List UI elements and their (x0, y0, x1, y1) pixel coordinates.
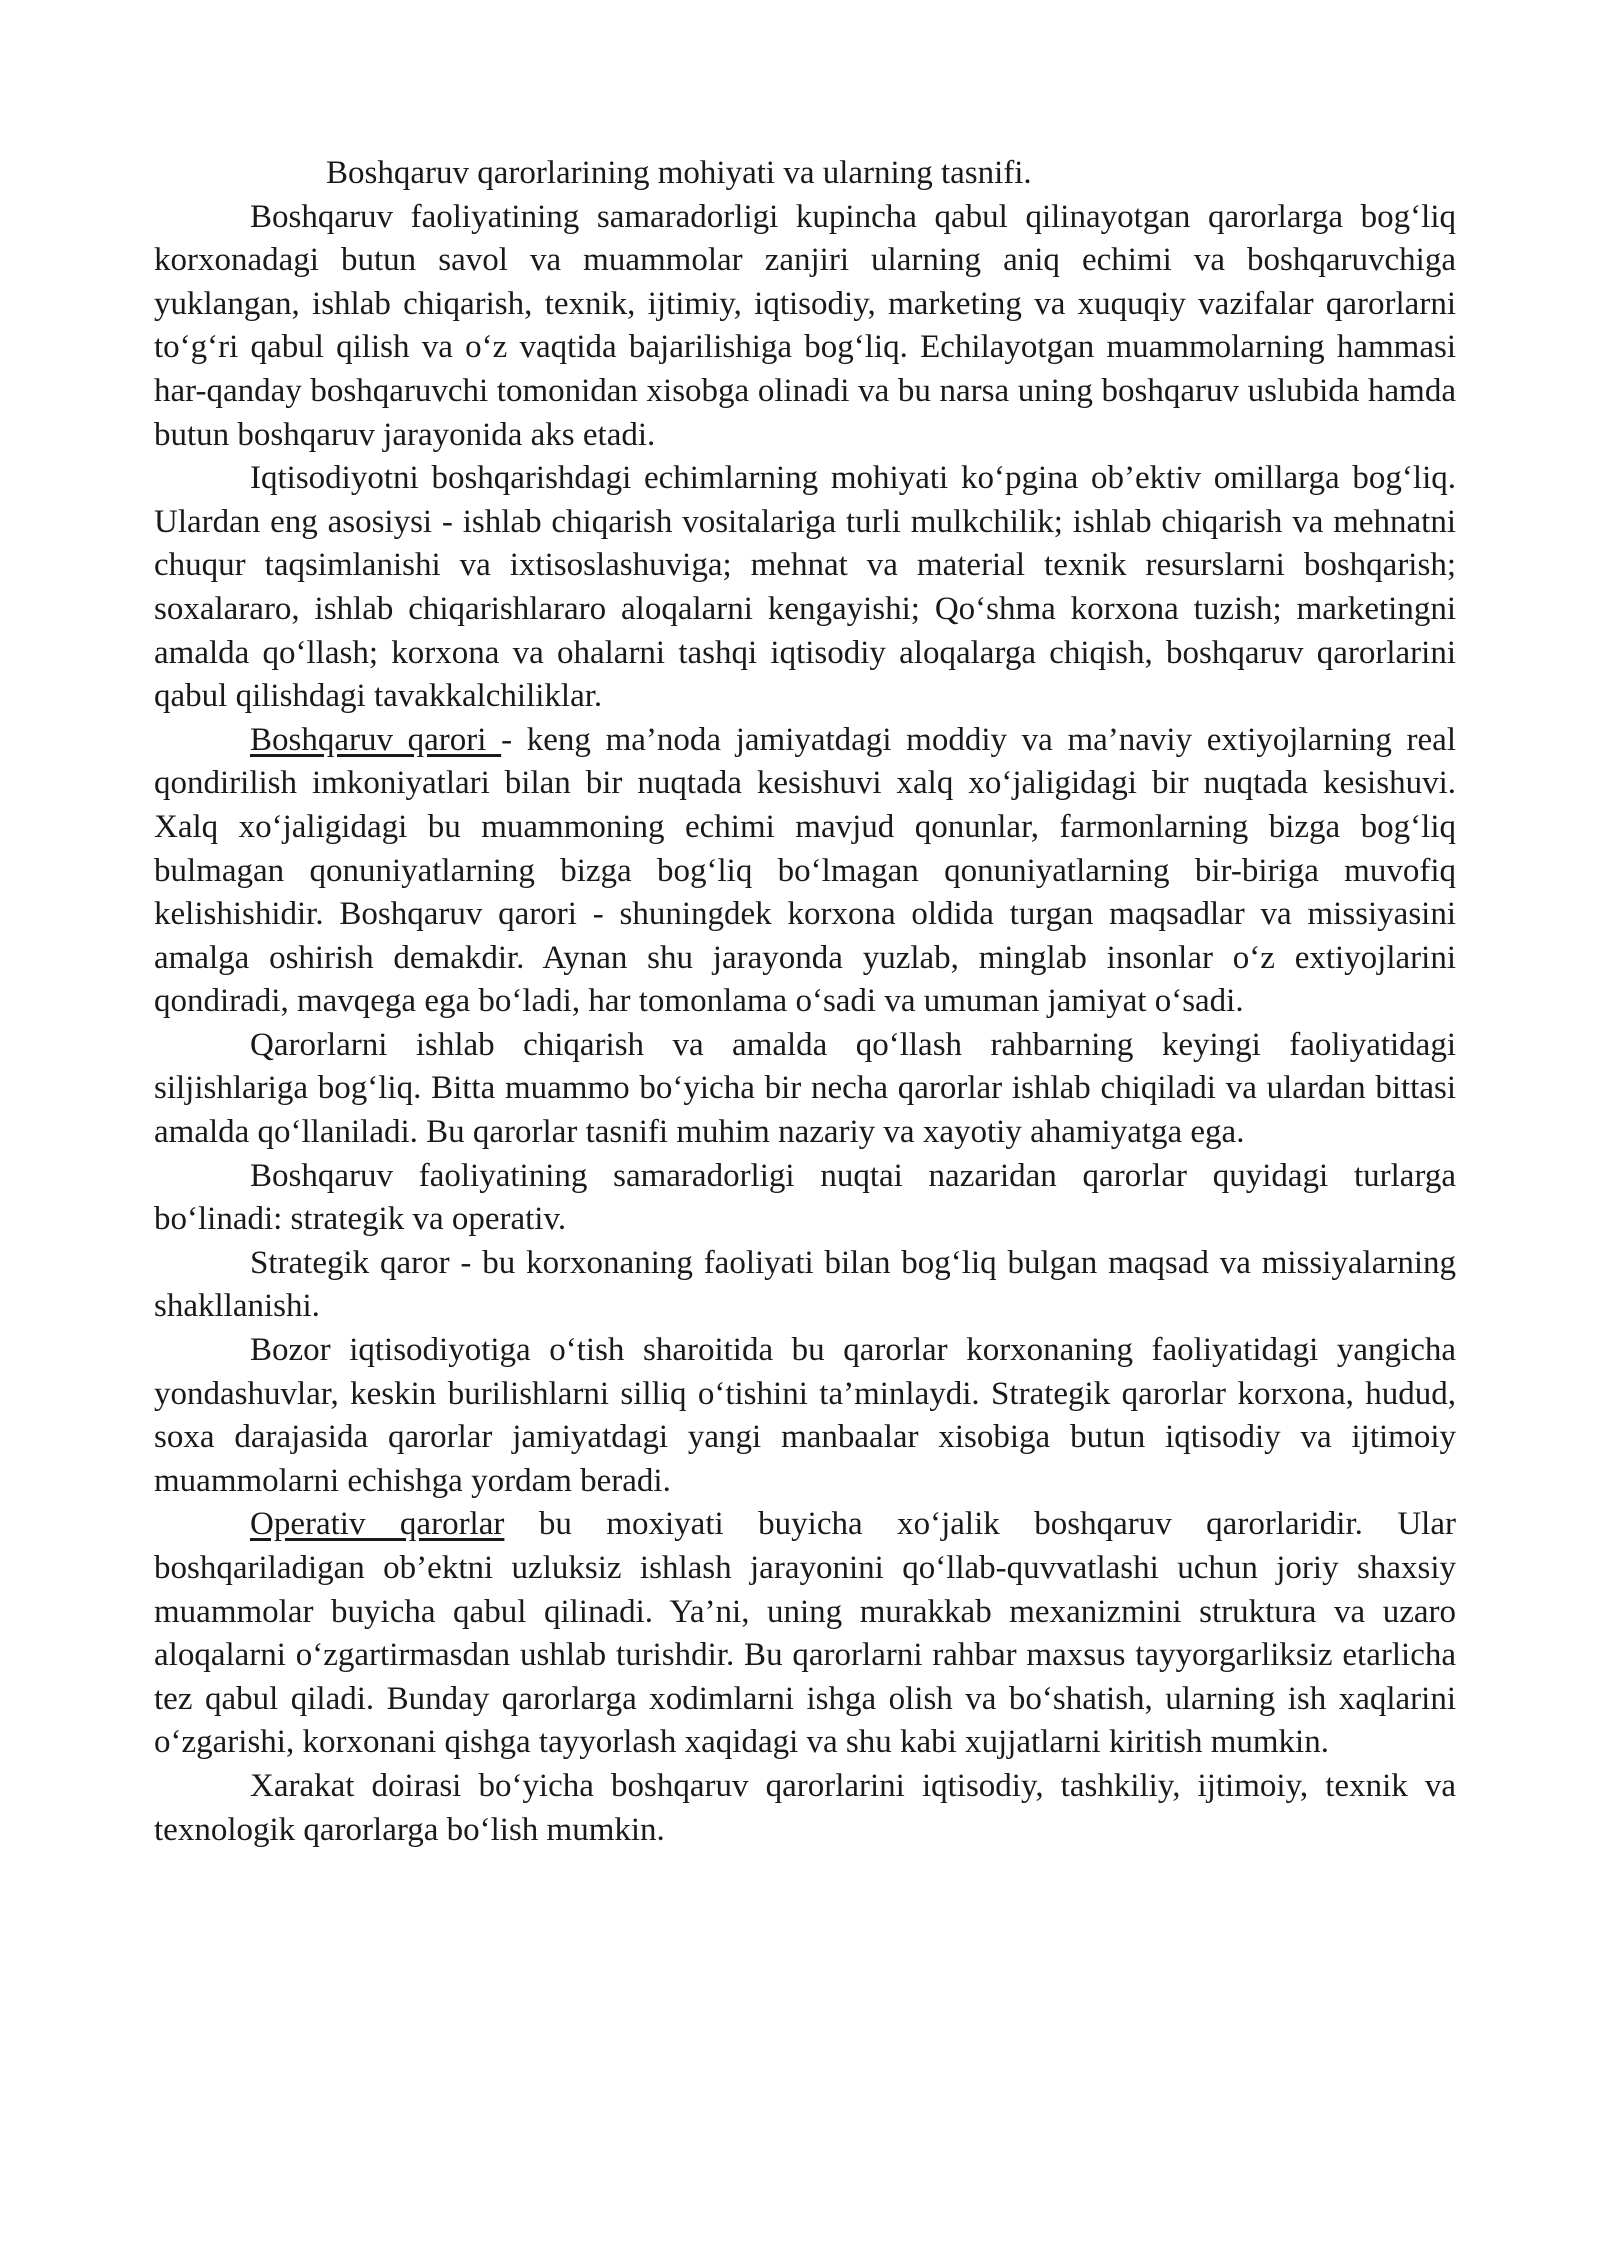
paragraph-text: Qarorlarni ishlab chiqarish va amalda qo‘llash rahbarning keyingi faoliyatidagi siljishlariga bog‘liq. Bitta muammo bo‘yicha bir necha qarorlar ishlab chiqiladi va ulardan bittasi amalda qo‘llaniladi. Bu qarorlar tasnifi muhim nazariy va xayotiy ahamiyatga ega. (154, 1026, 1456, 1151)
paragraph-5 (154, 1155, 1456, 1242)
underlined-term: Operativ qarorlar (250, 1506, 505, 1543)
paragraph-8 (154, 1503, 1456, 1765)
paragraph-9 (154, 1765, 1456, 1852)
paragraph-text: Iqtisodiyotni boshqarishdagi echimlarning mohiyati ko‘pgina ob’ektiv omillarga bog‘liq. Ulardan eng asosiysi - ishlab chiqarish vositalariga turli mulkchilik; ishlab chiqarish va mehnatni chuqur taqsimlanishi va ixtisoslashuviga; mehnat va material texnik resurslarni boshqarish; soxalararo, ishlab chiqarishlararo aloqalarni kengayishi; Qo‘shma korxona tuzish; marketingni amalda qo‘llash; korxona va ohalarni tashqi iqtisodiy aloqalarga chiqish, boshqaruv qarorlarini qabul qilishdagi tavakkalchiliklar. (154, 460, 1456, 715)
paragraph-7 (154, 1329, 1456, 1503)
paragraph-4 (154, 1024, 1456, 1155)
paragraph-2 (154, 457, 1456, 719)
paragraph-3 (154, 719, 1456, 1024)
underlined-term: Boshqaruv qarori (250, 721, 502, 758)
document-title: Boshqaruv qarorlarining mohiyati va ularning tasnifi. (326, 155, 1032, 191)
document-page (154, 152, 1456, 1852)
paragraph-text: Bozor iqtisodiyotiga o‘tish sharoitida bu qarorlar korxonaning faoliyatidagi yangicha yondashuvlar, keskin burilishlarni silliq o‘tishini ta’minlaydi. Strategik qarorlar korxona, hudud, soxa darajasida qarorlar jamiyatdagi yangi manbaalar xisobiga butun iqtisodiy va ijtimoiy muammolarni echishga yordam beradi. (154, 1332, 1456, 1499)
paragraph-text: - keng ma’noda jamiyatdagi moddiy va ma’naviy extiyojlarning real qondirilish imkoniyatlari bilan bir nuqtada kesishuvi xalq xo‘jaligidagi bir nuqtada kesishuvi. Xalq xo‘jaligidagi bu muammoning echimi mavjud qonunlar, farmonlarning bizga bog‘liq bulmagan qonuniyatlarning bizga bog‘liq bo‘lmagan qonuniyatlarning bir-biriga muvofiq kelishishidir. Boshqaruv qarori - shuningdek korxona oldida turgan maqsadlar va missiyasini amalga oshirish demakdir. Aynan shu jarayonda yuzlab, minglab insonlar o‘z extiyojlarini qondiradi, mavqega ega bo‘ladi, har tomonlama o‘sadi va umuman jamiyat o‘sadi. (154, 721, 1456, 1020)
paragraph-6 (154, 1242, 1456, 1329)
paragraph-text: Xarakat doirasi bo‘yicha boshqaruv qarorlarini iqtisodiy, tashkiliy, ijtimoiy, texnik va texnologik qarorlarga bo‘lish mumkin. (154, 1767, 1456, 1848)
paragraph-text: Boshqaruv faoliyatining samaradorligi nuqtai nazaridan qarorlar quyidagi turlarga bo‘linadi: strategik va operativ. (154, 1157, 1456, 1238)
paragraph-1 (154, 196, 1456, 458)
paragraph-text: Boshqaruv faoliyatining samaradorligi kupincha qabul qilinayotgan qarorlarga bog‘liq korxonadagi butun savol va muammolar zanjiri ularning aniq echimi va boshqaruvchiga yuklangan, ishlab chiqarish, texnik, ijtimiy, iqtisodiy, marketing va xuquqiy vazifalar qarorlarni to‘g‘ri qabul qilish va o‘z vaqtida bajarilishiga bog‘liq. Echilayotgan muammolarning hammasi har-qanday boshqaruvchi tomonidan xisobga olinadi va bu narsa uning boshqaruv uslubida hamda butun boshqaruv jarayonida aks etadi. (154, 198, 1456, 453)
paragraph-text: Strategik qaror - bu korxonaning faoliyati bilan bog‘liq bulgan maqsad va missiyalarning shakllanishi. (154, 1244, 1456, 1325)
paragraph-text: bu moxiyati buyicha xo‘jalik boshqaruv qarorlaridir. Ular boshqariladigan ob’ektni uzluksiz ishlash jarayonini qo‘llab-quvvatlashi uchun joriy shaxsiy muammolar buyicha qabul qilinadi. Ya’ni, uning murakkab mexanizmini struktura va uzaro aloqalarni o‘zgartirmasdan ushlab turishdir. Bu qarorlarni rahbar maxsus tayyorgarliksiz etarlicha tez qabul qiladi. Bunday qarorlarga xodimlarni ishga olish va bo‘shatish, ularning ish xaqlarini o‘zgarishi, korxonani qishga tayyorlash xaqidagi va shu kabi xujjatlarni kiritish mumkin. (154, 1506, 1456, 1761)
